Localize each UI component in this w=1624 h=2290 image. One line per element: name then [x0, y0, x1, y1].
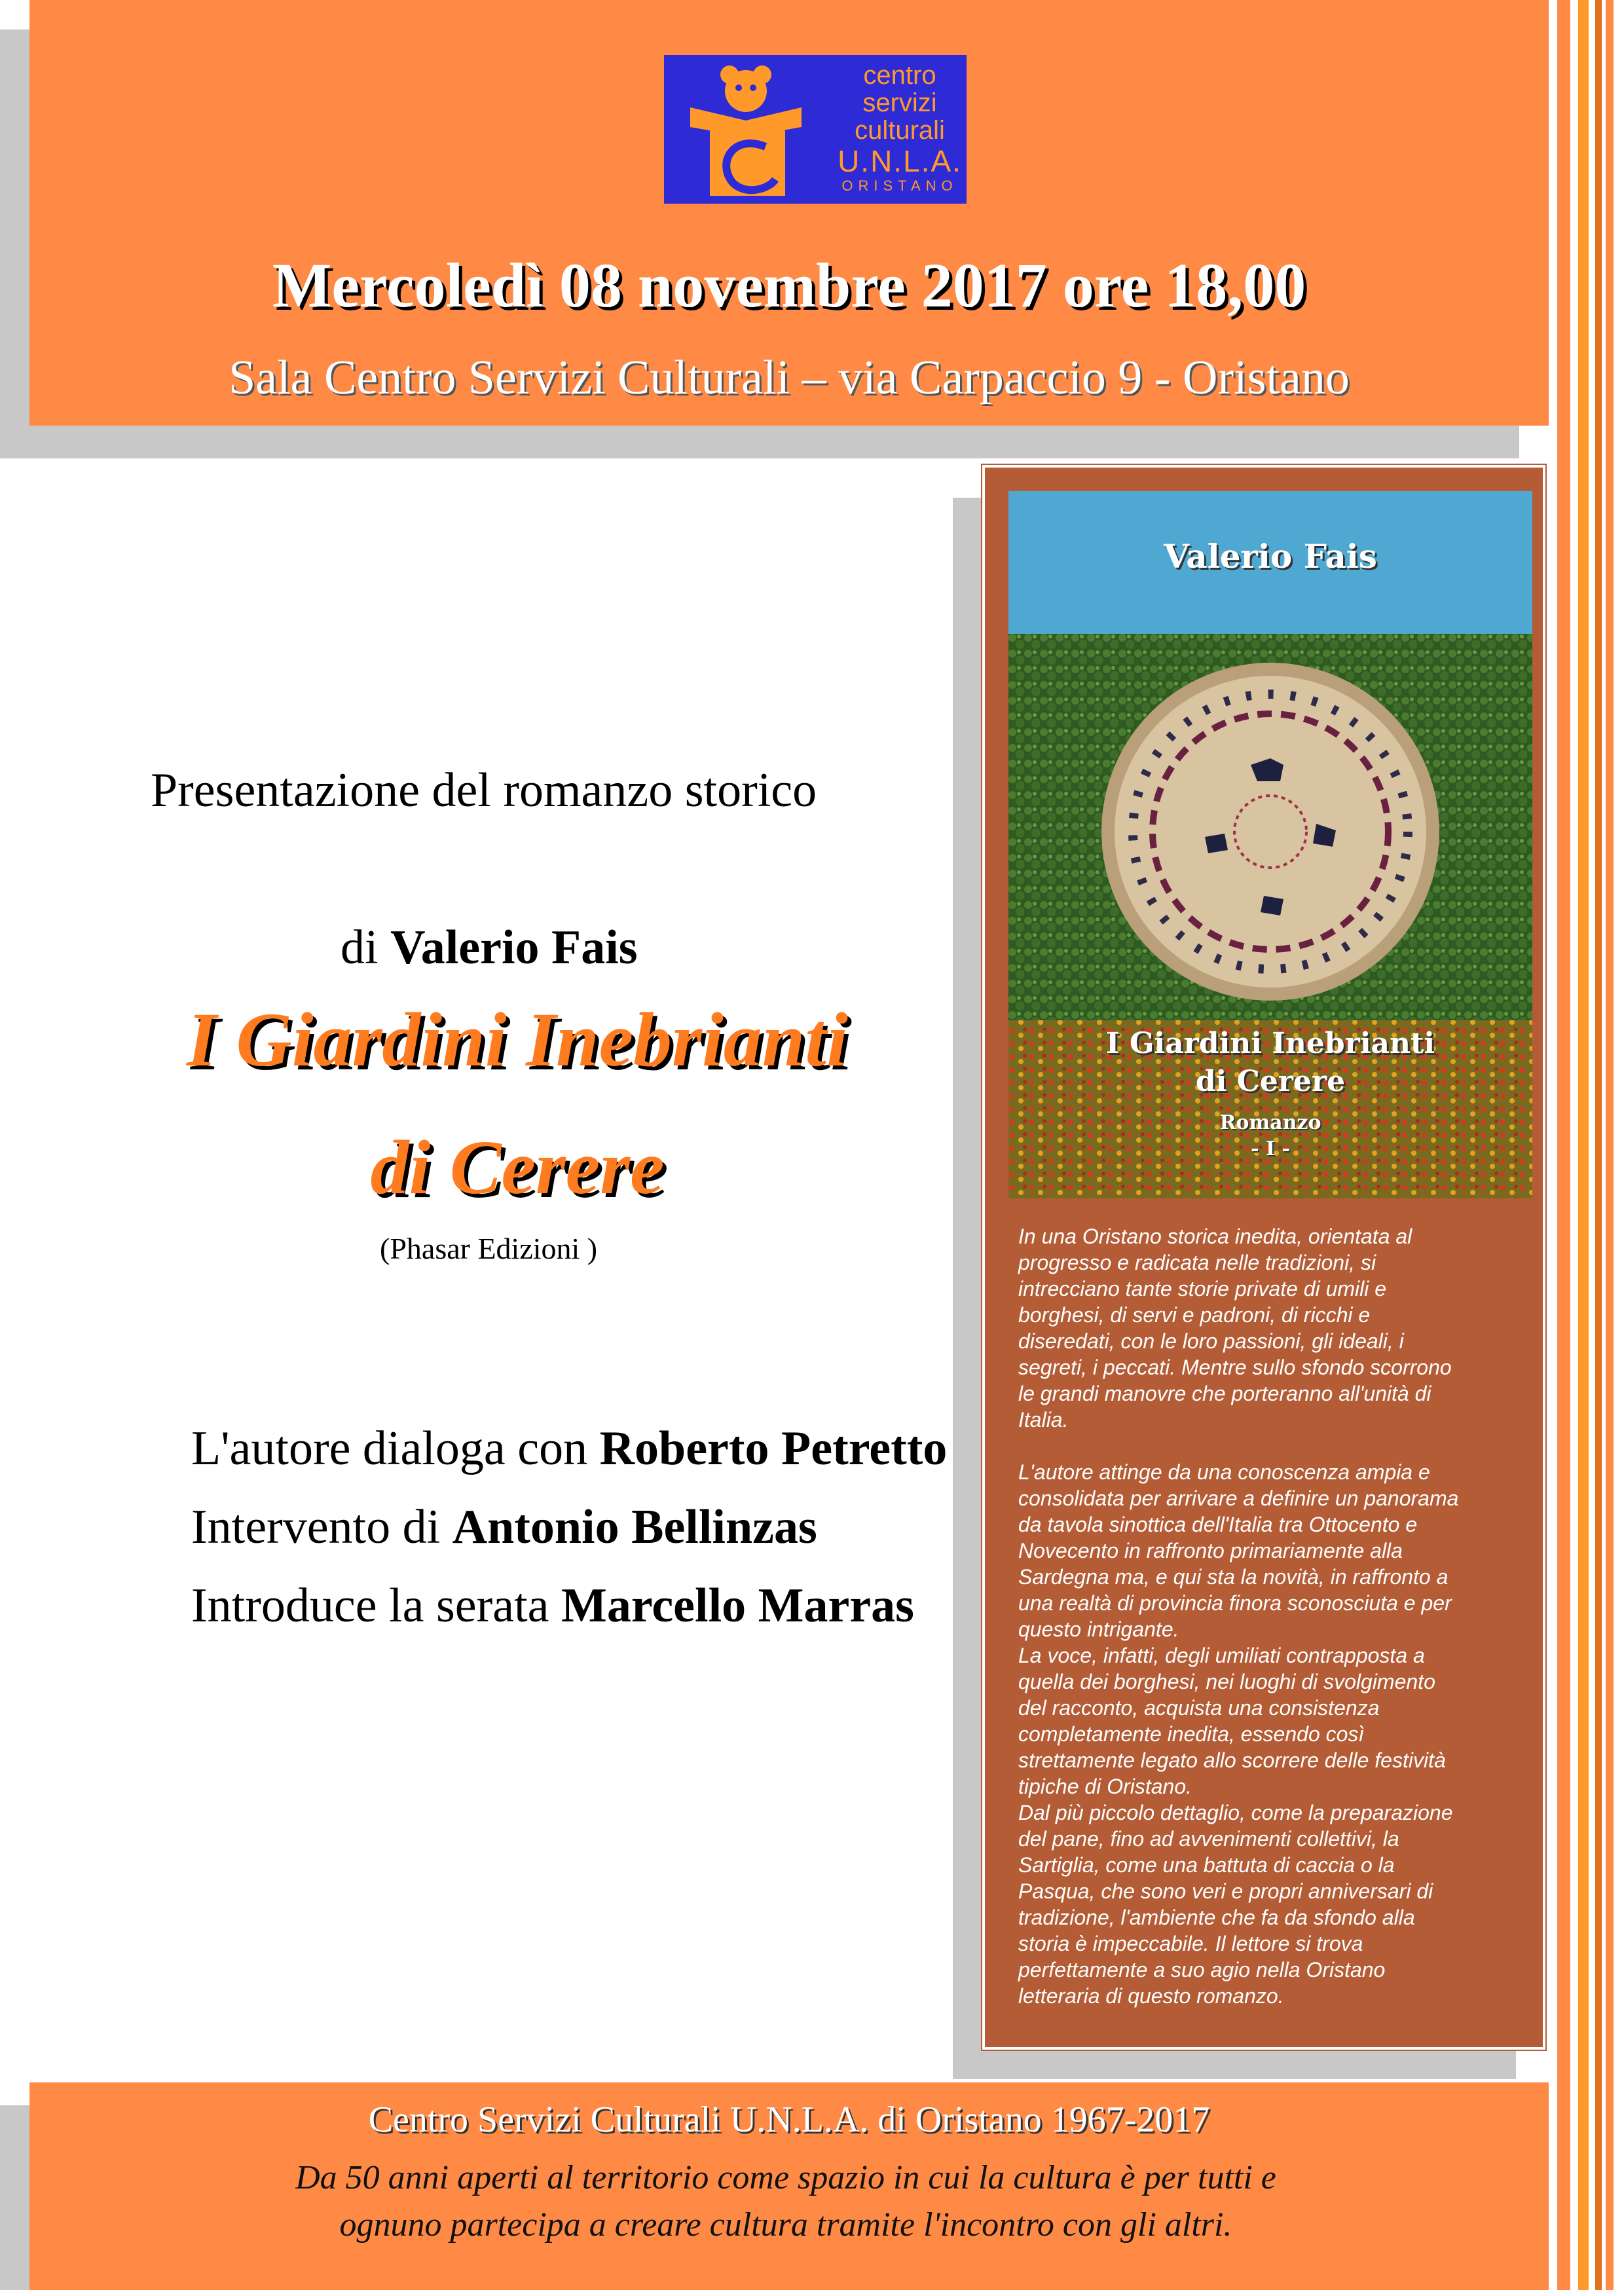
decor-stripe [1578, 0, 1589, 2290]
book-title-line-2: di Cerere [370, 1124, 665, 1210]
event-date: Mercoledì 08 novembre 2017 ore 18,00 [272, 250, 1306, 320]
credit-line [191, 1500, 977, 1555]
synopsis [1018, 1223, 1516, 2009]
credit-line [191, 1421, 977, 1477]
credit-prefix: Introduce la serata [191, 1579, 549, 1633]
cover-title [1008, 1025, 1532, 1101]
cover-volume: - I - [1251, 1137, 1290, 1160]
author-prefix: di [341, 921, 378, 974]
credit-line [191, 1578, 977, 1634]
logo-line: servizi [862, 88, 937, 117]
cover-genre: Romanzo [1219, 1111, 1321, 1134]
book-cover [1008, 491, 1532, 1198]
logo-line: culturali [855, 116, 945, 145]
author-line [341, 920, 930, 976]
credit-name: Antonio Bellinzas [452, 1500, 817, 1554]
credit-name: Marcello Marras [561, 1579, 914, 1633]
reading-bear-icon [671, 55, 834, 206]
cover-subtitle [1008, 1110, 1532, 1162]
footer-title: Centro Servizi Culturali U.N.L.A. di Oristano 1967-2017 [368, 2099, 1210, 2140]
author-name: Valerio Fais [390, 921, 638, 974]
cover-title-line: I Giardini Inebrianti [1105, 1027, 1435, 1060]
credit-name: Roberto Petretto [599, 1422, 948, 1475]
cover-author: Valerio Fais [1164, 537, 1377, 576]
logo-line: ORISTANO [841, 177, 958, 194]
publisher: (Phasar Edizioni ) [380, 1232, 598, 1265]
credit-prefix: Intervento di [191, 1500, 441, 1554]
event-venue: Sala Centro Servizi Culturali – via Carpaccio 9 - Oristano [229, 351, 1350, 405]
logo-text [828, 62, 972, 194]
footer-note: Da 50 anni aperti al territorio come spazio in cui la cultura è per tutti e ognuno partecipa a creare cultura tramite l'incontro con gli altri. [295, 2159, 1276, 2244]
decor-stripe [1595, 0, 1602, 2290]
book-title-line-1: I Giardini Inebrianti [187, 997, 848, 1082]
logo-line: U.N.L.A. [838, 144, 962, 178]
decor-stripe [1606, 0, 1614, 2290]
unla-logo [661, 52, 969, 206]
credit-prefix: L'autore dialoga con [191, 1422, 588, 1475]
presentation-intro: Presentazione del romanzo storico [151, 764, 817, 817]
cover-title-line: di Cerere [1195, 1065, 1346, 1098]
decor-stripe [1557, 0, 1570, 2290]
logo-line: centro [863, 61, 936, 90]
synopsis-paragraph: In una Oristano storica inedita, orientata al progresso e radicata nelle tradizioni, si intrecciano tante storie private di umili e borghesi, di servi e padroni, di ricchi e diseredati, con le loro passioni, gli ideali, i segreti, i peccati. Mentre sullo sfondo scorrono le grandi manovre che porteranno all'unità di Italia. [1018, 1225, 1452, 1431]
synopsis-paragraph: L'autore attinge da una conoscenza ampia e consolidata per arrivare a definire un panorama da tavola sinottica dell'Italia tra Ottocento e Novecento in raffronto primariamente alla Sardegna ma, e qui sta la novità, in raffronto a una realtà di provincia finora sconosciuta e per questo intrigante. La voce, infatti, degli umiliati contrapposta a quella dei borghesi, nei luoghi di svolgimento del racconto, acquista una consistenza completamente inedita, essendo così strettamente legato allo scorrere delle festività tipiche di Oristano. Dal più piccolo dettaglio, come la preparazione del pane, fino ad avvenimenti collettivi, la Sartiglia, come una battuta di caccia o la Pasqua, che sono veri e propri anniversari di tradizione, l'ambiente che fa da sfondo alla storia è impeccabile. Il lettore si trova perfettamente a suo agio nella Oristano letteraria di questo romanzo. [1018, 1460, 1459, 2008]
